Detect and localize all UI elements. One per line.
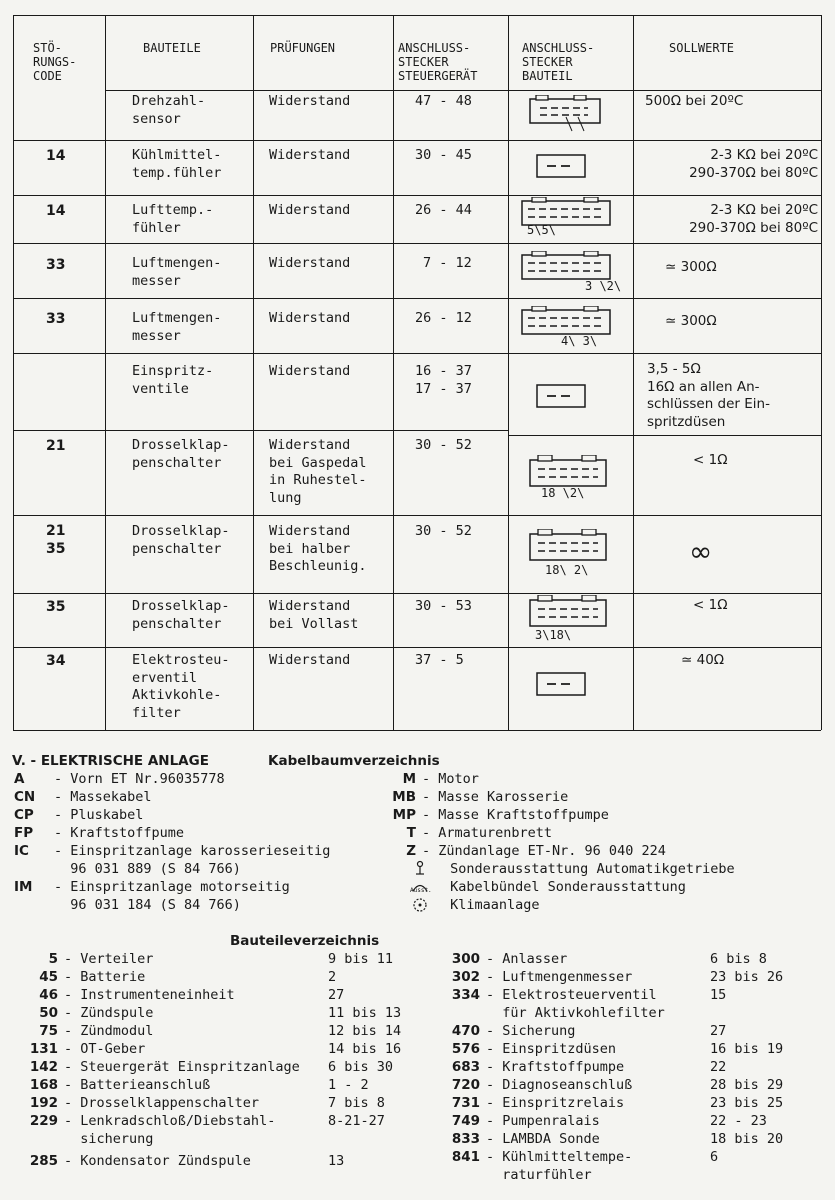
row-divider xyxy=(105,90,821,91)
component-name: - Drosselklappenschalter xyxy=(64,1095,260,1111)
harness-code: CP xyxy=(14,807,34,823)
column-divider xyxy=(508,15,509,730)
harness-code: M xyxy=(402,771,416,787)
test-type: Widerstand xyxy=(269,363,351,379)
test-type: Widerstand xyxy=(269,652,351,668)
part-name: Drosselklap- penschalter xyxy=(132,437,230,471)
component-number: 50 xyxy=(39,1005,58,1021)
harness-code: Z xyxy=(406,843,416,859)
component-number: 749 xyxy=(451,1113,480,1129)
fault-code: 33 xyxy=(46,311,66,327)
component-range: 22 - 23 xyxy=(710,1113,767,1129)
ecu-pins: 30 - 52 xyxy=(415,437,472,453)
harness-code: A xyxy=(14,771,25,787)
component-range: 1 - 2 xyxy=(328,1077,369,1093)
component-number: 5 xyxy=(48,951,58,967)
part-name: Drosselklap- penschalter xyxy=(132,598,230,632)
aircon-icon xyxy=(408,896,432,914)
row-divider xyxy=(508,435,821,436)
component-range: 6 bis 30 xyxy=(328,1059,394,1075)
components-heading: Bauteileverzeichnis xyxy=(230,933,380,949)
ecu-pins: 30 - 53 xyxy=(415,598,472,614)
component-name: - OT-Geber xyxy=(64,1041,146,1057)
target-value: ≃ 300Ω xyxy=(665,259,717,275)
component-range: 8-21-27 xyxy=(328,1113,385,1129)
connector-diagram xyxy=(535,671,595,701)
target-value: 3,5 - 5Ω 16Ω an allen An- schlüssen der Ein- spritzdüsen xyxy=(647,361,770,430)
component-range: 11 bis 13 xyxy=(328,1005,402,1021)
row-divider xyxy=(13,243,821,244)
component-name: - Einspritzrelais xyxy=(486,1095,625,1111)
section-label: V. - ELEKTRISCHE ANLAGE xyxy=(12,753,209,769)
component-number: 168 xyxy=(29,1077,58,1093)
component-name: - Steuergerät Einspritzanlage xyxy=(64,1059,300,1075)
target-value: < 1Ω xyxy=(693,452,728,468)
target-value: ≃ 300Ω xyxy=(665,313,717,329)
harness-desc: - Motor xyxy=(422,771,479,787)
component-name: - Anlasser xyxy=(486,951,568,967)
component-number: 142 xyxy=(29,1059,58,1075)
fault-code: 34 xyxy=(46,653,66,669)
fault-code: 21 35 xyxy=(46,523,66,557)
component-number: 833 xyxy=(451,1131,480,1147)
component-range: 14 bis 16 xyxy=(328,1041,402,1057)
symbol-desc: Sonderausstattung Automatikgetriebe xyxy=(450,861,735,877)
part-name: Einspritz- ventile xyxy=(132,363,214,397)
test-type: Widerstand xyxy=(269,93,351,109)
target-value: < 1Ω xyxy=(693,597,728,613)
component-number: 131 xyxy=(29,1041,58,1057)
pin-labels: 3 \2\ xyxy=(585,279,622,293)
harness-code: IC xyxy=(14,843,29,859)
connector-diagram xyxy=(535,153,595,183)
connector-diagram xyxy=(526,95,606,135)
ecu-pins: 37 - 5 xyxy=(415,652,464,668)
harness-desc: - Masse Karosserie xyxy=(422,789,569,805)
component-range: 9 bis 11 xyxy=(328,951,394,967)
component-name: - Kühlmitteltempe- raturfühler xyxy=(486,1149,633,1183)
column-divider xyxy=(633,15,634,730)
ecu-pins: 26 - 44 xyxy=(415,202,472,218)
column-divider xyxy=(253,15,254,730)
component-name: - Instrumenteneinheit xyxy=(64,987,235,1003)
harness-desc: - Pluskabel xyxy=(54,807,144,823)
harness-desc: - Kraftstoffpume xyxy=(54,825,185,841)
component-range: 15 xyxy=(710,987,727,1003)
component-range: 13 xyxy=(328,1153,345,1169)
component-name: - Verteiler xyxy=(64,951,154,967)
row-divider xyxy=(13,430,508,431)
pin-labels: 18\ 2\ xyxy=(545,563,589,577)
component-range: 7 bis 8 xyxy=(328,1095,385,1111)
table-border-top xyxy=(13,15,821,16)
header-code: STÖ- RUNGS- CODE xyxy=(33,41,77,83)
part-name: Elektrosteu- erventil Aktivkohle- filter xyxy=(132,652,230,721)
component-name: - Diagnoseanschluß xyxy=(486,1077,633,1093)
fault-code: 35 xyxy=(46,599,66,615)
fault-code: 14 xyxy=(46,148,66,164)
harness-code: MB xyxy=(392,789,416,805)
header-ecu-connector: ANSCHLUSS- STECKER STEUERGERÄT xyxy=(398,41,478,83)
part-name: Drehzahl- sensor xyxy=(132,93,206,127)
harness-desc: - Massekabel xyxy=(54,789,152,805)
row-divider xyxy=(13,140,821,141)
harness-code: T xyxy=(406,825,416,841)
pin-labels: 4\ 3\ xyxy=(561,334,598,348)
ecu-pins: 30 - 45 xyxy=(415,147,472,163)
component-number: 300 xyxy=(451,951,480,967)
target-value: 2-3 KΩ bei 20ºC 290-370Ω bei 80ºC xyxy=(689,202,818,236)
component-number: 229 xyxy=(29,1113,58,1129)
harness-code: CN xyxy=(14,789,36,805)
ecu-pins: 16 - 37 17 - 37 xyxy=(415,363,472,397)
harness-desc: - Armaturenbrett xyxy=(422,825,553,841)
header-test: PRÜFUNGEN xyxy=(270,41,336,55)
test-type: Widerstand bei halber Beschleunig. xyxy=(269,523,367,574)
component-number: 192 xyxy=(29,1095,58,1111)
harness-code: MP xyxy=(392,807,416,823)
row-divider xyxy=(13,353,821,354)
component-number: 45 xyxy=(39,969,58,985)
component-name: - Einspritzdüsen xyxy=(486,1041,617,1057)
row-divider xyxy=(13,515,821,516)
component-name: - LAMBDA Sonde xyxy=(486,1131,600,1147)
row-divider xyxy=(13,298,821,299)
target-value: ≃ 40Ω xyxy=(681,652,725,668)
connector-diagram xyxy=(535,383,595,413)
component-range: 23 bis 26 xyxy=(710,969,784,985)
component-number: 75 xyxy=(39,1023,58,1039)
component-name: - Elektrosteuerventil für Aktivkohlefilter xyxy=(486,987,665,1021)
component-name: - Kraftstoffpumpe xyxy=(486,1059,625,1075)
component-name: - Sicherung xyxy=(486,1023,576,1039)
component-number: 285 xyxy=(29,1153,58,1169)
column-divider xyxy=(105,15,106,730)
component-range: 18 bis 20 xyxy=(710,1131,784,1147)
automatic-gearbox-icon xyxy=(408,860,432,878)
component-range: 16 bis 19 xyxy=(710,1041,784,1057)
symbol-desc: Klimaanlage xyxy=(450,897,540,913)
header-target-values: SOLLWERTE xyxy=(669,41,735,55)
harness-icon xyxy=(408,878,432,896)
target-value: 500Ω bei 20ºC xyxy=(645,93,744,109)
part-name: Kühlmittel- temp.fühler xyxy=(132,147,222,181)
harness-desc: - Vorn ET Nr.96035778 xyxy=(54,771,225,787)
component-name: - Kondensator Zündspule xyxy=(64,1153,251,1169)
test-type: Widerstand xyxy=(269,202,351,218)
harness-desc: - Zündanlage ET-Nr. 96 040 224 xyxy=(422,843,666,859)
test-type: Widerstand bei Gaspedal in Ruhestel- lung xyxy=(269,437,367,506)
fault-code: 14 xyxy=(46,203,66,219)
ecu-pins: 47 - 48 xyxy=(415,93,472,109)
test-type: Widerstand xyxy=(269,310,351,326)
component-name: - Batterieanschluß xyxy=(64,1077,211,1093)
row-divider xyxy=(13,593,821,594)
target-value: 2-3 KΩ bei 20ºC 290-370Ω bei 80ºC xyxy=(689,147,818,181)
component-number: 841 xyxy=(451,1149,480,1165)
part-name: Lufttemp.- fühler xyxy=(132,202,214,236)
harness-heading: Kabelbaumverzeichnis xyxy=(268,753,440,769)
row-divider xyxy=(13,647,821,648)
component-number: 576 xyxy=(451,1041,480,1057)
component-range: 12 bis 14 xyxy=(328,1023,402,1039)
harness-icon-label: Ausst. xyxy=(410,887,432,894)
ecu-pins: 30 - 52 xyxy=(415,523,472,539)
component-range: 27 xyxy=(710,1023,727,1039)
component-range: 2 xyxy=(328,969,337,985)
pin-labels: 18 \2\ xyxy=(541,486,585,500)
header-part: BAUTEILE xyxy=(143,41,201,55)
harness-desc: - Einspritzanlage motorseitig 96 031 184 (S 84 766) xyxy=(54,879,290,913)
diagnostic-table xyxy=(13,15,821,730)
test-type: Widerstand xyxy=(269,255,351,271)
harness-desc: - Masse Kraftstoffpumpe xyxy=(422,807,609,823)
pin-labels: 3\18\ xyxy=(535,628,572,642)
header-component-connector: ANSCHLUSS- STECKER BAUTEIL xyxy=(522,41,595,83)
component-range: 22 xyxy=(710,1059,727,1075)
harness-code: IM xyxy=(14,879,33,895)
component-number: 470 xyxy=(451,1023,480,1039)
pin-labels: 5\5\ xyxy=(527,223,556,237)
ecu-pins: 7 - 12 xyxy=(423,255,472,271)
part-name: Luftmengen- messer xyxy=(132,310,222,344)
harness-desc: - Einspritzanlage karosserieseitig 96 031 889 (S 84 766) xyxy=(54,843,331,877)
fault-code: 33 xyxy=(46,257,66,273)
component-number: 731 xyxy=(451,1095,480,1111)
component-range: 6 xyxy=(710,1149,719,1165)
component-range: 23 bis 25 xyxy=(710,1095,784,1111)
component-number: 720 xyxy=(451,1077,480,1093)
part-name: Drosselklap- penschalter xyxy=(132,523,230,557)
component-name: - Batterie xyxy=(64,969,146,985)
part-name: Luftmengen- messer xyxy=(132,255,222,289)
test-type: Widerstand bei Vollast xyxy=(269,598,359,632)
test-type: Widerstand xyxy=(269,147,351,163)
component-range: 28 bis 29 xyxy=(710,1077,784,1093)
table-border-left xyxy=(13,15,14,730)
component-name: - Zündspule xyxy=(64,1005,154,1021)
target-value-infinity: ∞ xyxy=(689,535,713,568)
component-number: 46 xyxy=(39,987,58,1003)
table-border-right xyxy=(821,15,822,730)
symbol-desc: Kabelbündel Sonderausstattung xyxy=(450,879,686,895)
component-name: - Pumpenralais xyxy=(486,1113,600,1129)
component-range: 6 bis 8 xyxy=(710,951,767,967)
table-border-bottom xyxy=(13,730,821,731)
component-number: 334 xyxy=(451,987,480,1003)
component-name: - Lenkradschloß/Diebstahl- sicherung xyxy=(64,1113,276,1147)
component-range: 27 xyxy=(328,987,345,1003)
component-number: 683 xyxy=(451,1059,480,1075)
row-divider xyxy=(13,195,821,196)
ecu-pins: 26 - 12 xyxy=(415,310,472,326)
column-divider xyxy=(393,15,394,730)
component-name: - Zündmodul xyxy=(64,1023,154,1039)
component-number: 302 xyxy=(451,969,480,985)
component-name: - Luftmengenmesser xyxy=(486,969,633,985)
harness-code: FP xyxy=(14,825,34,841)
fault-code: 21 xyxy=(46,438,66,454)
